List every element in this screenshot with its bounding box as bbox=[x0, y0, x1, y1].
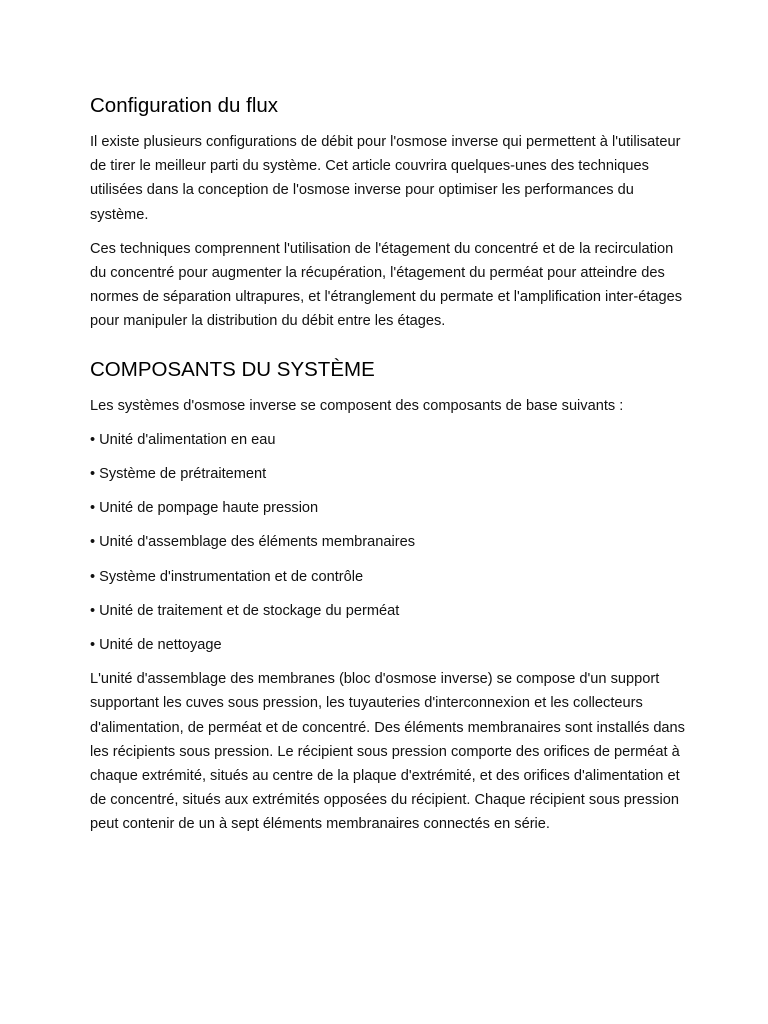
list-item-text: Système de prétraitement bbox=[99, 466, 267, 483]
paragraph-flow-techniques: Ces techniques comprennent l'utilisation de l'étagement du concentré et de la recirculation du concentré pour augmenter la récupération, l'étagement du perméat pour atteindre des normes de séparation ultrapures, et l'étranglement du permate et l'amplification inter-étages pour manipuler la distribution du débit entre les étages. bbox=[90, 240, 683, 330]
bullet-icon: • bbox=[90, 602, 96, 619]
section-heading-flow-configuration: Configuration du flux bbox=[90, 94, 279, 117]
list-item-text: Système d'instrumentation et de contrôle bbox=[99, 568, 364, 585]
list-item-text: Unité de traitement et de stockage du perméat bbox=[99, 602, 400, 619]
list-item-text: Unité d'alimentation en eau bbox=[99, 431, 276, 448]
section-heading-system-components: COMPOSANTS DU SYSTÈME bbox=[90, 357, 375, 381]
paragraph-components-intro: Les systèmes d'osmose inverse se composent des composants de base suivants : bbox=[90, 397, 624, 414]
bullet-icon: • bbox=[90, 431, 96, 448]
bullet-icon: • bbox=[90, 534, 96, 551]
bullet-icon: • bbox=[90, 466, 96, 483]
paragraph-membrane-assembly: L'unité d'assemblage des membranes (bloc d'osmose inverse) se compose d'un support supportant les cuves sous pression, les tuyauteries d'interconnexion et les collecteurs d'alimentation, de perméat et de concentré. Des éléments membranaires sont installés dans les récipients sous pression. Le récipient sous pression comporte des orifices de perméat à chaque extrémité, situés au centre de la plaque d'extrémité, et des orifices d'alimentation et de concentré, situés aux extrémités opposées du récipient. Chaque récipient sous pression peut contenir de un à sept éléments membranaires connectés en série. bbox=[90, 671, 685, 833]
list-item bbox=[90, 462, 690, 486]
paragraph-flow-intro: Il existe plusieurs configurations de débit pour l'osmose inverse qui permettent à l'utilisateur de tirer le meilleur parti du système. Cet article couvrira quelques-unes des techniques utilisées dans la conception de l'osmose inverse pour optimiser les performances du système. bbox=[90, 134, 681, 223]
list-item-text: Unité d'assemblage des éléments membranaires bbox=[99, 534, 416, 551]
list-item-text: Unité de nettoyage bbox=[99, 637, 222, 654]
list-item bbox=[90, 633, 690, 657]
list-item bbox=[90, 428, 690, 452]
document-page bbox=[90, 92, 690, 847]
bullet-icon: • bbox=[90, 637, 96, 654]
list-item bbox=[90, 565, 690, 589]
bullet-icon: • bbox=[90, 568, 96, 585]
components-list bbox=[90, 428, 690, 657]
list-item bbox=[90, 599, 690, 623]
list-item bbox=[90, 530, 690, 554]
bullet-icon: • bbox=[90, 500, 96, 517]
list-item-text: Unité de pompage haute pression bbox=[99, 500, 319, 517]
list-item bbox=[90, 496, 690, 520]
